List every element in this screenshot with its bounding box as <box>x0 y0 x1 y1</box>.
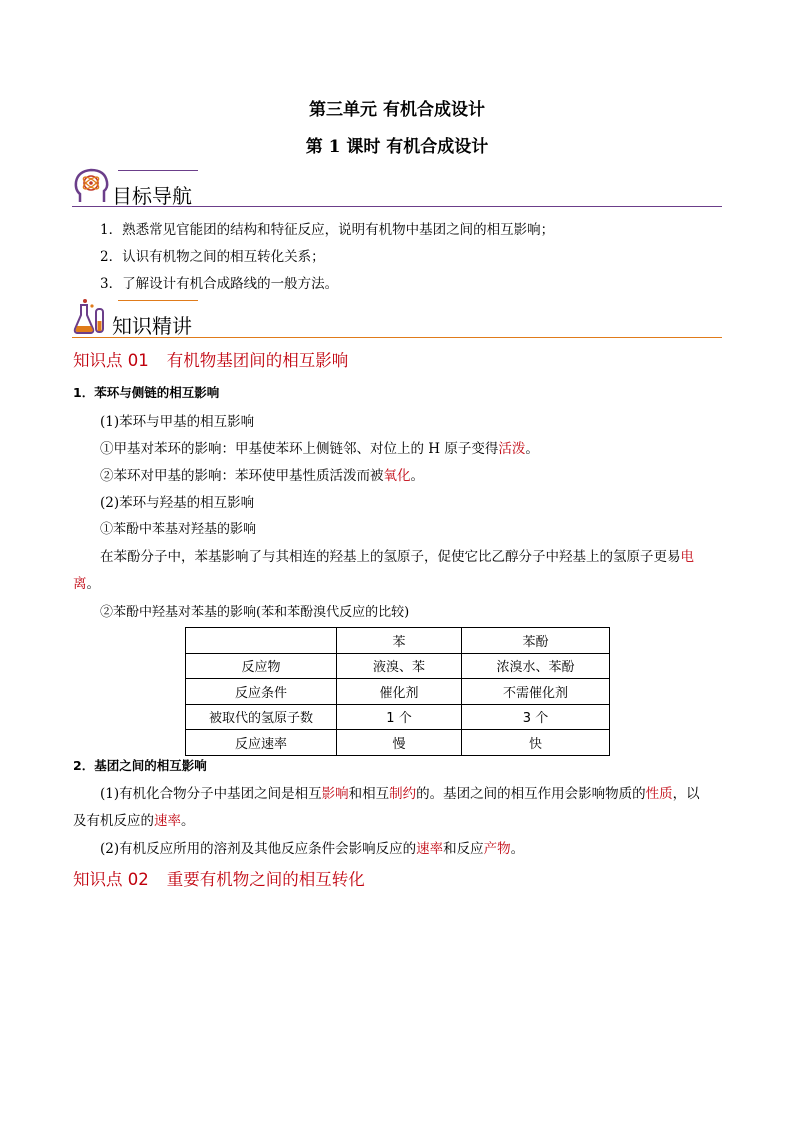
s2-1-answer-1: 影响 <box>321 786 349 802</box>
knowledge-point-01 <box>73 347 348 371</box>
s2-1-text-a: (1)有机化合物分子中基团之间是相互 <box>100 786 322 802</box>
s2-1-answer-4: 速率 <box>154 813 181 829</box>
table-cell: 慢 <box>337 730 462 756</box>
s2-2-text-b: 和反应 <box>443 841 484 857</box>
s2-title: 2．基团之间的相互影响 <box>73 758 207 773</box>
goals-heading: 目标导航 <box>112 184 192 208</box>
knowledge-rule <box>72 337 722 338</box>
s1-title: 1．苯环与侧链的相互影响 <box>73 385 220 400</box>
head-brain-icon <box>72 166 112 210</box>
table-cell: 液溴、苯 <box>337 653 462 679</box>
lab-flask-icon <box>72 297 112 341</box>
goal-item-1: 1．熟悉常见官能团的结构和特征反应，说明有机物中基团之间的相互影响； <box>100 222 555 238</box>
table-cell: 反应物 <box>186 653 337 679</box>
s2-2-text-a: (2)有机反应所用的溶剂及其他反应条件会影响反应的 <box>100 841 417 857</box>
s2-1-text-b: 和相互 <box>348 786 390 802</box>
s1-b1-paragraph-line2 <box>73 572 100 592</box>
s1-b2: ②苯酚中羟基对苯基的影响(苯和苯酚溴代反应的比较) <box>100 605 410 620</box>
s2-item1-line2 <box>73 809 195 829</box>
s1-b1-answer-part1: 电 <box>680 549 694 565</box>
s1-a1-end: 。 <box>525 441 539 457</box>
table-cell: 1 个 <box>337 704 462 730</box>
s1-a2-end: 。 <box>410 468 424 484</box>
s2-1-text-c: 的。基团之间的相互作用会影响物质的 <box>416 786 646 802</box>
s1-b: (2)苯环与羟基的相互影响 <box>100 495 255 511</box>
table-cell: 浓溴水、苯酚 <box>462 653 610 679</box>
s2-item1-line1 <box>100 782 700 802</box>
knowledge-top-rule <box>118 300 198 301</box>
table-header-cell: 苯 <box>337 628 462 654</box>
bromination-comparison-table <box>185 627 610 756</box>
unit-title: 第三单元 有机合成设计 <box>309 100 485 120</box>
table-row <box>186 704 610 730</box>
goal-item-3: 3．了解设计有机合成路线的一般方法。 <box>100 276 339 292</box>
table-row <box>186 730 610 756</box>
s2-2-end: 。 <box>510 841 525 857</box>
s2-2-answer-2: 产物 <box>483 841 511 857</box>
goal-item-2: 2．认识有机物之间的相互转化关系； <box>100 249 325 265</box>
table-cell: 催化剂 <box>337 679 462 705</box>
s2-1-text-e: 及有机反应的 <box>73 813 154 829</box>
s2-1-text-d: ，以 <box>672 786 700 802</box>
table-cell: 反应速率 <box>186 730 337 756</box>
s1-a1-text: ①甲基对苯环的影响：甲基使苯环上侧链邻、对位上的 H 原子变得 <box>100 441 499 457</box>
table-header-row <box>186 628 610 654</box>
table-cell: 反应条件 <box>186 679 337 705</box>
s1-a2-answer: 氧化 <box>383 468 411 484</box>
s2-1-answer-3: 性质 <box>645 786 673 802</box>
knowledge-heading: 知识精讲 <box>112 314 192 338</box>
kp1-number: 知识点 01 <box>73 351 149 370</box>
lesson-title: 第 1 课时 有机合成设计 <box>305 137 489 157</box>
knowledge-point-02 <box>73 866 365 890</box>
goal-top-rule <box>118 170 198 171</box>
s1-b1-answer-part2: 离 <box>73 576 87 592</box>
s1-a: (1)苯环与甲基的相互影响 <box>100 414 255 430</box>
s2-1-end: 。 <box>181 813 195 829</box>
s1-b1-paragraph-line1 <box>100 545 694 565</box>
s1-a1-answer: 活泼 <box>498 441 526 457</box>
s1-b1-text: 在苯酚分子中，苯基影响了与其相连的羟基上的氢原子，促使它比乙醇分子中羟基上的氢原子更易 <box>100 549 681 565</box>
s2-1-answer-2: 制约 <box>389 786 417 802</box>
table-cell: 被取代的氢原子数 <box>186 704 337 730</box>
table-cell: 快 <box>462 730 610 756</box>
kp1-title: 有机物基团间的相互影响 <box>166 351 349 370</box>
s2-item2 <box>100 837 524 857</box>
table-row <box>186 653 610 679</box>
table-header-cell: 苯酚 <box>462 628 610 654</box>
table-cell: 3 个 <box>462 704 610 730</box>
s1-a2 <box>100 464 424 484</box>
goals-rule <box>72 206 722 207</box>
s2-2-answer-1: 速率 <box>416 841 444 857</box>
table-header-cell <box>186 628 337 654</box>
s1-b1-end: 。 <box>86 576 100 592</box>
table-row <box>186 679 610 705</box>
s1-a2-text: ②苯环对甲基的影响：苯环使甲基性质活泼而被 <box>100 468 384 484</box>
kp2-number: 知识点 02 <box>73 870 149 889</box>
s1-b1: ①苯酚中苯基对羟基的影响 <box>100 522 257 537</box>
table-cell: 不需催化剂 <box>462 679 610 705</box>
s1-a1 <box>100 437 539 457</box>
kp2-title: 重要有机物之间的相互转化 <box>166 870 365 889</box>
